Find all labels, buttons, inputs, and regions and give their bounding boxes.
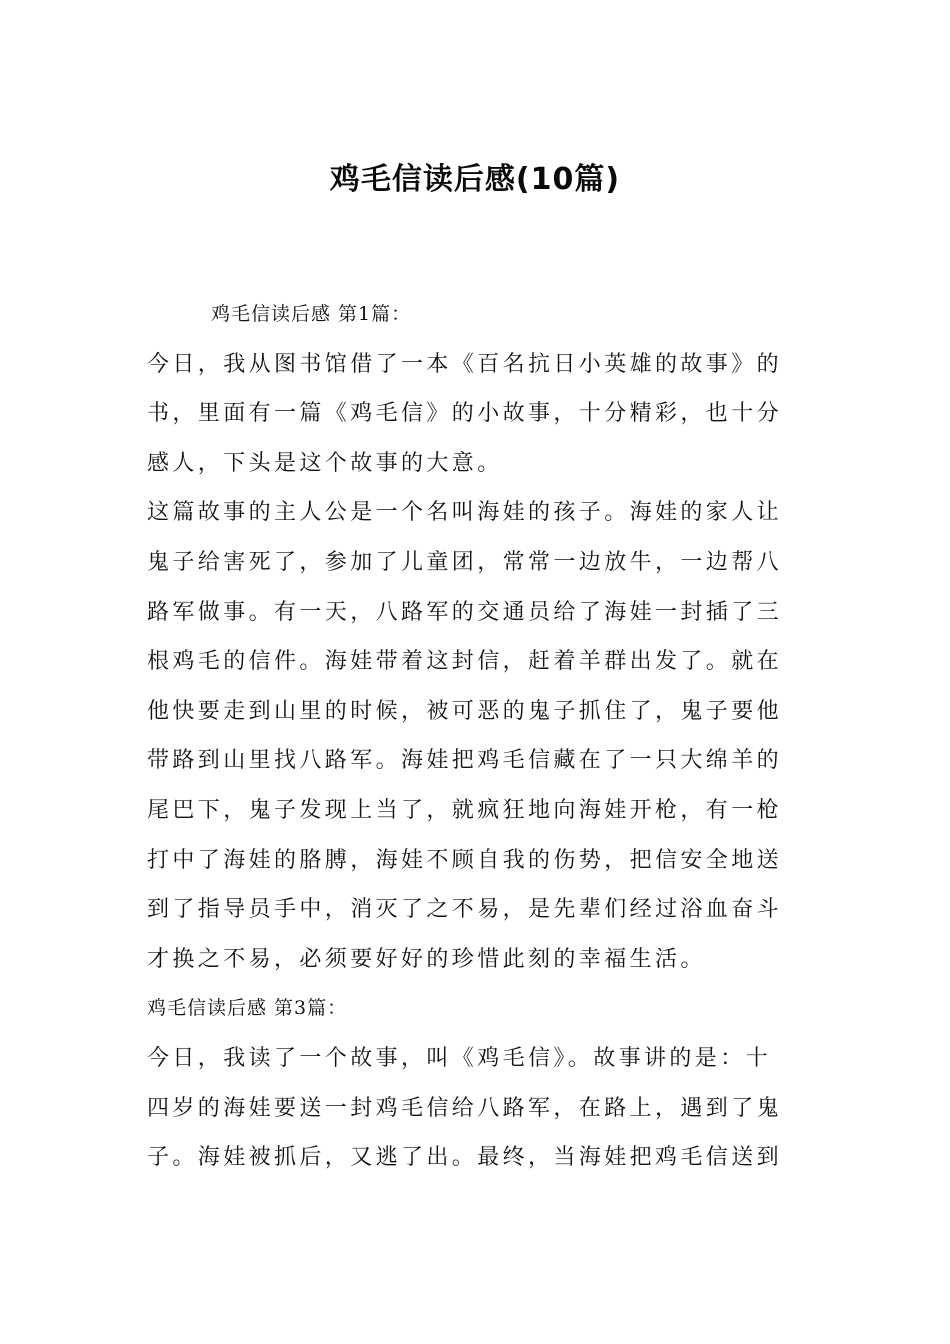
paragraph-line: 尾巴下，鬼子发现上当了，就疯狂地向海娃开枪，有一枪: [147, 797, 783, 823]
section-heading: 鸡毛信读后感 第3篇：: [147, 997, 348, 1020]
paragraph-line: 鬼子给害死了，参加了儿童团，常常一边放牛，一边帮八: [147, 549, 783, 575]
paragraph-line: 今日，我从图书馆借了一本《百名抗日小英雄的故事》的: [147, 351, 783, 377]
document-body: [147, 290, 807, 1183]
paragraph-line: 打中了海娃的胳膊，海娃不顾自我的伤势，把信安全地送: [147, 847, 783, 873]
paragraph-line: 才换之不易，必须要好好的珍惜此刻的幸福生活。: [147, 946, 706, 972]
paragraph-line: 到了指导员手中，消灭了之不易，是先辈们经过浴血奋斗: [147, 897, 783, 923]
paragraph-line: 四岁的海娃要送一封鸡毛信给八路军，在路上，遇到了鬼: [147, 1095, 783, 1121]
paragraph-line: 这篇故事的主人公是一个名叫海娃的孩子。海娃的家人让: [147, 500, 783, 526]
paragraph-line: 根鸡毛的信件。海娃带着这封信，赶着羊群出发了。就在: [147, 649, 783, 675]
document-title: 鸡毛信读后感(10篇): [329, 162, 621, 197]
paragraph-line: 路军做事。有一天，八路军的交通员给了海娃一封插了三: [147, 599, 783, 625]
paragraph-line: 今日，我读了一个故事，叫《鸡毛信》。故事讲的是：十: [147, 1045, 772, 1071]
paragraph-line: 他快要走到山里的时候，被可恶的鬼子抓住了，鬼子要他: [147, 698, 783, 724]
paragraph-line: 子。海娃被抓后，又逃了出。最终，当海娃把鸡毛信送到: [147, 1145, 783, 1171]
paragraph-line: 带路到山里找八路军。海娃把鸡毛信藏在了一只大绵羊的: [147, 748, 783, 774]
section-heading: 鸡毛信读后感 第1篇：: [211, 303, 412, 325]
paragraph-line: 感人，下头是这个故事的大意。: [147, 450, 503, 476]
paragraph-line: 书，里面有一篇《鸡毛信》的小故事，十分精彩，也十分: [147, 401, 783, 427]
